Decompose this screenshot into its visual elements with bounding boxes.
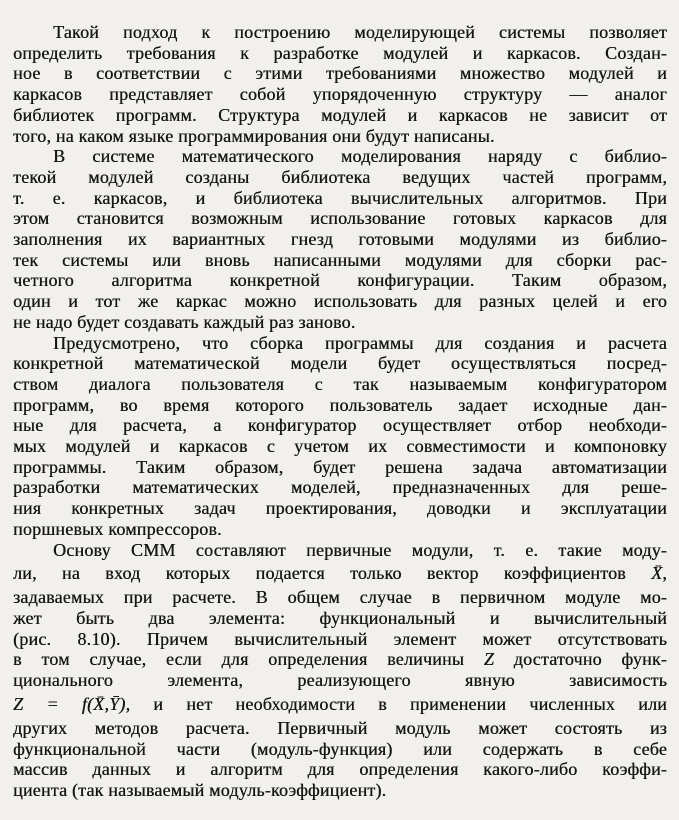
text-segment: в том случае, если для определения величины: [13, 649, 484, 670]
text-line: Предусмотрено, что сборка программы для создания и расчета: [53, 332, 667, 353]
text-line: четного алгоритма конкретной конфигурации. Таким образом,: [13, 270, 667, 291]
text-line: других методов расчета. Первичный модуль может состоять из: [13, 717, 667, 738]
text-line: поршневых компрессоров.: [13, 518, 222, 539]
text-line: циента (так называемый модуль-коэффициент).: [13, 779, 387, 800]
text-line: ные для расчета, а конфигуратор осуществляет отбор необходи-: [13, 415, 667, 436]
math-inline: Z = f(X̄,Ȳ),: [13, 693, 131, 714]
text-line: функциональной части (модуль-функция) или содержать в себе: [13, 738, 667, 759]
text-line: задаваемых при расчете. В общем случае в первичном модуле мо-: [13, 587, 667, 608]
text-line: т. е. каркасов, и библиотека вычислительных алгоритмов. При: [13, 187, 667, 208]
text-line: каркасов представляет собой упорядоченную структуру — аналог: [13, 84, 667, 105]
text-line: один и тот же каркас можно использовать для разных целей и его: [13, 291, 667, 312]
text-line: массив данных и алгоритм для определения какого-либо коэффи-: [13, 759, 667, 780]
text-line: Основу СММ составляют первичные модули, т. е. такие моду-: [53, 539, 667, 560]
text-segment: достаточно функ-: [494, 649, 668, 670]
text-line: разработки математических моделей, предназначенных для реше-: [13, 477, 667, 498]
text-line: Такой подход к построению моделирующей системы позволяет: [53, 22, 667, 42]
text-line: ния конкретных задач проектирования, доводки и эксплуатации: [13, 498, 667, 519]
text-line: ционального элемента, реализующего явную зависимость: [13, 670, 667, 691]
text-line: текой модулей созданы библиотека ведущих частей программ,: [13, 166, 667, 187]
paragraph: [13, 22, 667, 146]
math-inline: X̄: [651, 563, 663, 584]
text-line: не надо будет создавать каждый раз заново.: [13, 311, 356, 332]
text-segment: ли, на вход которых подается только вектор коэффициентов: [13, 563, 652, 584]
text-line: мых модулей и каркасов с учетом их совместимости и компоновку: [13, 436, 667, 457]
paragraph: [13, 333, 667, 540]
text-line: заполнения их вариантных гнезд готовыми модулями из библио-: [13, 229, 667, 250]
text-line: (рис. 8.10). Причем вычислительный элемент может отсутствовать: [13, 628, 667, 649]
text-line: В системе математического моделирования наряду с библио-: [53, 146, 667, 167]
text-line: библиотек программ. Структура модулей и каркасов не зависит от: [13, 104, 667, 125]
text-line: тек системы или вновь написанными модулями для сборки рас-: [13, 249, 667, 270]
text-line: [13, 649, 667, 670]
text-line: конкретной математической модели будет осуществляться посред-: [13, 353, 667, 374]
text-line: этом становится возможным использование готовых каркасов для: [13, 208, 667, 229]
text-segment: ,: [662, 563, 667, 584]
text-line: ное в соответствии с этими требованиями множество модулей и: [13, 63, 667, 84]
text-segment: и нет необходимости в применении численных или: [130, 693, 667, 714]
math-inline: Z: [483, 649, 494, 670]
text-line: программ, во время которого пользователь задает исходные дан-: [13, 394, 667, 415]
text-line: определить требования к разработке модулей и каркасов. Создан-: [13, 42, 667, 63]
text-line: [13, 560, 667, 587]
paragraph: [13, 540, 667, 801]
text-line: [13, 691, 667, 718]
page-text: [13, 22, 667, 801]
text-line: программы. Таким образом, будет решена задача автоматизации: [13, 456, 667, 477]
paragraph: [13, 146, 667, 332]
text-line: того, на каком языке программирования они будут написаны.: [13, 125, 495, 146]
text-line: жет быть два элемента: функциональный и вычислительный: [13, 607, 667, 628]
text-line: ством диалога пользователя с так называемым конфигуратором: [13, 373, 667, 394]
